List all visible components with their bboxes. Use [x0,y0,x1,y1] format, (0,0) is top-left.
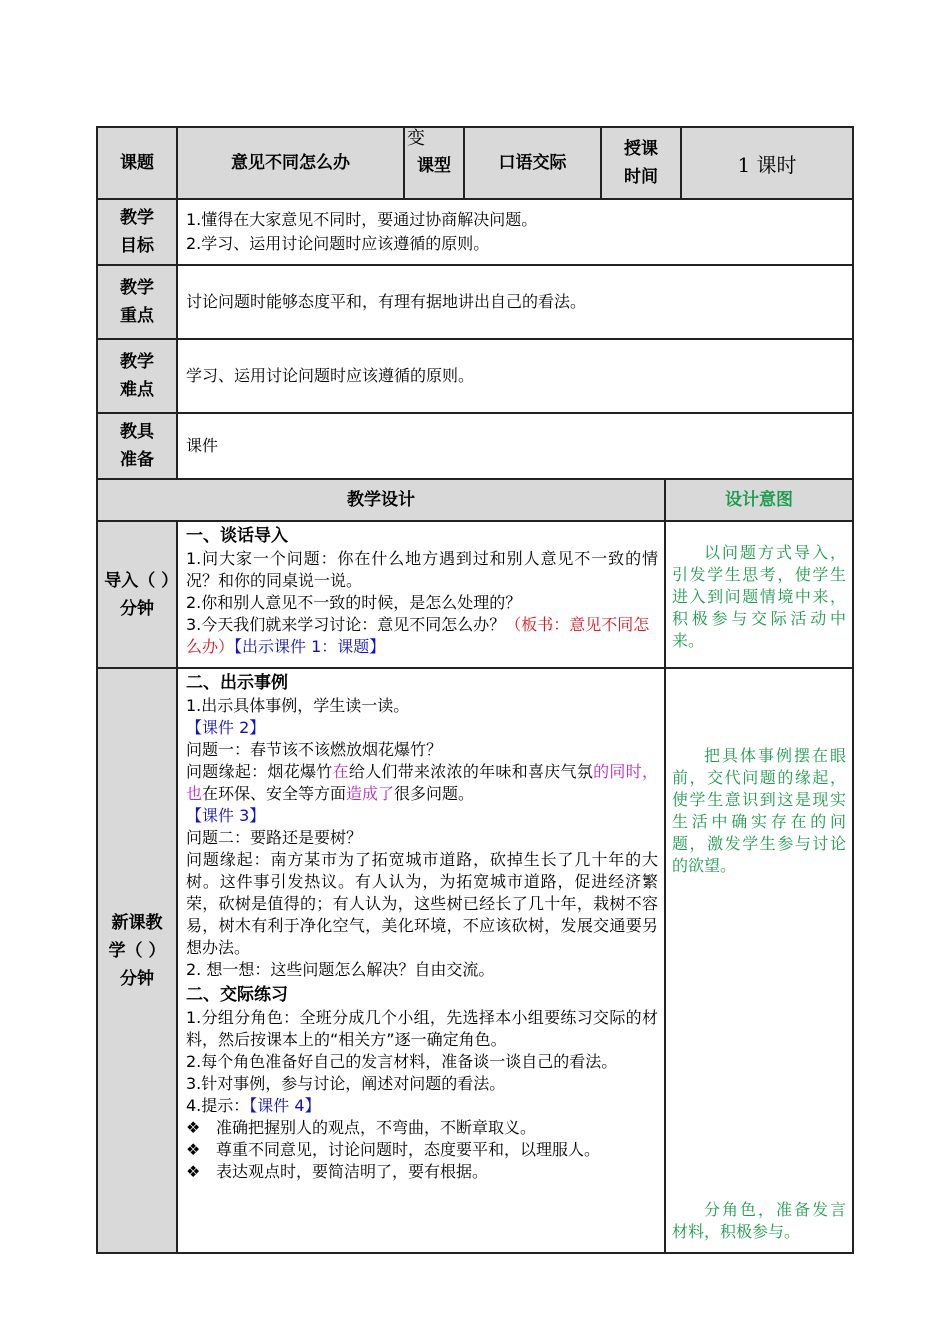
intro-intent-cell [664,522,852,667]
header-row [96,126,854,200]
tip-1 [186,1117,658,1139]
q1-origin-f: 造成了 [346,784,395,803]
intro-intent: 以问题方式导入，引发学生思考，使学生进入到问题情境中来，积极参与交际活动中来。 [672,543,846,650]
topic-value: 意见不同怎么办 [176,128,403,198]
new-lesson-intent-1: 把具体事例摆在眼前，交代问题的缘起，使学生意识到这是现实生活中确实存在的问题，激发学生参与讨论的欲望。 [672,746,846,875]
new-lesson-intent-2: 分角色，准备发言材料，积极参与。 [672,1200,846,1241]
type-label: 课型 [417,156,451,176]
new-lesson-content [176,669,664,1252]
q1-origin-g: 很多问题。 [394,784,475,803]
question-2-origin: 问题缘起：南方某市为了拓宽城市道路，砍掉生长了几十年的大树。这件事引发热议。有人认为，为拓宽城市道路，促进经济繁荣，砍树是值得的；有人认为，这些树已经长了几十年，栽树不容易，树木有利于净化空气，美化环境，不应该砍树，发展交通要另想办法。 [186,850,658,957]
tools-row [96,414,854,480]
q1-origin-d: 的同时，也 [186,762,658,803]
goals-label: 教学目标 [98,200,176,264]
example-p2: 2. 想一想：这些问题怎么解决？自由交流。 [186,960,495,979]
key-points-row [96,266,854,340]
intro-courseware: 【出示课件 1：课题】 [234,637,386,656]
courseware-2: 【课件 2】 [186,718,266,737]
practice-e1: 1.分组分角色：全班分成几个小组，先选择本小组要练习交际的材料，然后按课本上的“相关方”逐一确定角色。 [186,1008,658,1049]
new-lesson-row [96,669,854,1254]
tip-2 [186,1139,658,1161]
type-value: 口语交际 [463,128,600,198]
intro-content [176,522,664,667]
goals-row [96,200,854,266]
intent-header: 设计意图 [664,480,852,520]
practice-e2: 2.每个角色准备好自己的发言材料，准备谈一谈自己的看法。 [186,1052,618,1071]
design-header: 教学设计 [98,480,664,520]
intro-p3-main: 3.今天我们就来学习讨论：意见不同怎么办？ [186,615,506,634]
q1-origin-c: 给人们带来浓浓的年味和喜庆气氛 [348,762,594,781]
q1-origin-a: 问题缘起：烟花爆竹 [186,762,333,781]
courseware-3: 【课件 3】 [186,806,266,825]
intro-row [96,522,854,669]
bullet-icon: ❖ [186,1140,201,1159]
goal-line-1: 1.懂得在大家意见不同时，要通过协商解决问题。 [186,210,538,229]
intro-p3 [186,614,658,658]
practice-e4 [186,1095,658,1117]
hours-value: 1 课时 [680,128,852,198]
tip-2-text: 尊重不同意见，讨论问题时，态度要平和，以理服人。 [216,1140,601,1159]
key-points-text: 讨论问题时能够态度平和，有理有据地讲出自己的看法。 [176,266,852,338]
q1-origin-b: 在 [332,762,349,781]
bullet-icon: ❖ [186,1118,201,1137]
q1-origin-e: 在环保、安全等方面 [202,784,347,803]
design-header-row [96,480,854,522]
topic-label: 课题 [98,128,176,198]
new-lesson-intent-cell [664,669,852,1252]
tip-3-text: 表达观点时，要简洁明了，要有根据。 [216,1162,489,1181]
difficulties-text: 学习、运用讨论问题时应该遵循的原则。 [176,340,852,412]
tools-label: 教具准备 [98,414,176,478]
practice-title: 二、交际练习 [186,985,288,1005]
practice-e3: 3.针对事例，参与讨论，阐述对问题的看法。 [186,1074,506,1093]
question-2: 问题二：要路还是要树？ [186,828,363,847]
example-title: 二、出示事例 [186,673,288,693]
time-label: 授课时间 [600,128,680,198]
example-p1: 1.出示具体事例，学生读一读。 [186,696,410,715]
lesson-plan-table [96,126,854,1254]
tip-1-text: 准确把握别人的观点，不弯曲，不断章取义。 [216,1118,537,1137]
new-lesson-label: 新课教学（ ）分钟 [108,913,166,989]
difficulties-label: 教学难点 [98,340,176,412]
type-label-top: 变 [407,128,425,149]
practice-e4-text: 4.提示： [186,1096,250,1115]
key-points-label: 教学重点 [98,266,176,338]
goal-line-2: 2.学习、运用讨论问题时应该遵循的原则。 [186,234,490,253]
intro-p2: 2.你和别人意见不一致的时候，是怎么处理的？ [186,593,522,612]
intro-title: 一、谈话导入 [186,526,288,546]
question-1: 问题一：春节该不该燃放烟花爆竹？ [186,740,443,759]
intro-board: （板书：意见不同怎么办） [186,615,650,656]
tools-text: 课件 [176,414,852,478]
type-label-cell [403,128,463,198]
courseware-4: 【课件 4】 [249,1096,321,1115]
goals-content [176,200,852,264]
intro-label: 导入（ ）分钟 [98,522,176,667]
bullet-icon: ❖ [186,1162,201,1181]
difficulties-row [96,340,854,414]
new-lesson-label-cell [98,669,176,1252]
tip-3 [186,1161,658,1183]
intro-p1: 1.问大家一个问题：你在什么地方遇到过和别人意见不一致的情况？和你的同桌说一说。 [186,549,658,590]
question-1-origin [186,761,658,805]
